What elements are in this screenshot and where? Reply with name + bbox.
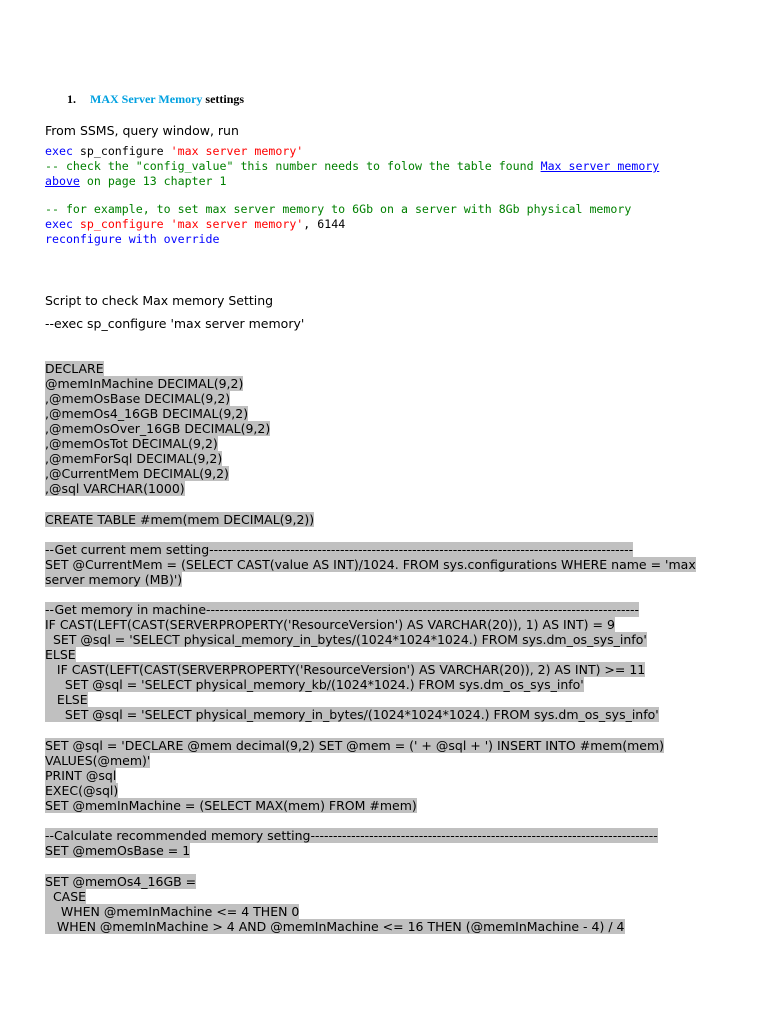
- section-heading: [67, 92, 244, 107]
- script-line: ,@CurrentMem DECIMAL(9,2): [45, 466, 229, 481]
- script-line: CREATE TABLE #mem(mem DECIMAL(9,2)): [45, 512, 315, 527]
- code-comment: on page 13 chapter 1: [79, 174, 227, 188]
- script-line: SET @CurrentMem = (SELECT CAST(value AS INT)/1024. FROM sys.configurations WHERE name = 'max: [45, 557, 696, 572]
- script-comment: --exec sp_configure 'max server memory': [45, 316, 305, 331]
- code-line-5: [45, 217, 345, 232]
- script-line: ,@memOsBase DECIMAL(9,2): [45, 391, 231, 406]
- script-line: ,@memOsOver_16GB DECIMAL(9,2): [45, 421, 271, 436]
- script-line: IF CAST(LEFT(CAST(SERVERPROPERTY('ResourceVersion') AS VARCHAR(20)), 1) AS INT) = 9: [45, 617, 615, 632]
- script-line: PRINT @sql: [45, 768, 117, 783]
- intro-text: From SSMS, query window, run: [45, 123, 239, 138]
- script-line: CASE: [45, 889, 87, 904]
- case-block: [45, 874, 722, 934]
- script-line: SET @sql = 'DECLARE @mem decimal(9,2) SET @mem = (' + @sql + ') INSERT INTO #mem(mem): [45, 738, 665, 753]
- script-line: ,@memForSql DECIMAL(9,2): [45, 451, 223, 466]
- keyword-exec: exec: [45, 217, 73, 231]
- script-line: ,@memOsTot DECIMAL(9,2): [45, 436, 218, 451]
- string-literal: 'max server memory': [170, 217, 304, 231]
- script-line: ELSE: [45, 647, 76, 662]
- script-line: SET @sql = 'SELECT physical_memory_kb/(1024*1024.) FROM sys.dm_os_sys_info': [45, 677, 584, 692]
- script-line: SET @memOsBase = 1: [45, 843, 191, 858]
- proc-name: sp_configure: [72, 217, 171, 231]
- script-line: SET @memInMachine = (SELECT MAX(mem) FROM #mem): [45, 798, 417, 813]
- keyword-exec: exec: [45, 144, 73, 158]
- script-line: IF CAST(LEFT(CAST(SERVERPROPERTY('ResourceVersion') AS VARCHAR(20)), 2) AS INT) >= 11: [45, 662, 646, 677]
- script-line: EXEC(@sql): [45, 783, 119, 798]
- script-line: SET @sql = 'SELECT physical_memory_in_bytes/(1024*1024*1024.) FROM sys.dm_os_sys_info': [45, 632, 647, 647]
- script-line: ,@sql VARCHAR(1000): [45, 481, 185, 496]
- number-literal: 6144: [317, 217, 346, 231]
- script-line: WHEN @memInMachine <= 4 THEN 0: [45, 904, 300, 919]
- calc-block: [45, 828, 722, 858]
- separator: ,: [303, 217, 318, 231]
- create-table-line: [45, 512, 722, 527]
- heading-highlight: MAX Server Memory: [90, 92, 203, 106]
- heading-number: 1.: [67, 92, 76, 106]
- exec-block: [45, 738, 722, 813]
- proc-name: sp_configure: [72, 144, 171, 158]
- script-line: @memInMachine DECIMAL(9,2): [45, 376, 244, 391]
- script-line: VALUES(@mem)': [45, 753, 151, 768]
- script-line: ,@memOs4_16GB DECIMAL(9,2): [45, 406, 249, 421]
- string-literal: 'max server memory': [170, 144, 304, 158]
- script-line: server memory (MB)'): [45, 572, 183, 587]
- max-memory-link[interactable]: Max server memory: [540, 159, 660, 173]
- code-comment: -- check the "config_value" this number needs to folow the table found: [45, 159, 541, 173]
- script-line: SET @sql = 'SELECT physical_memory_in_bytes/(1024*1024*1024.) FROM sys.dm_os_sys_info': [45, 707, 659, 722]
- script-line: --Get current mem setting----------------------------------------------------------------------------------------------: [45, 542, 634, 557]
- code-line-4: [45, 202, 631, 217]
- script-line: SET @memOs4_16GB =: [45, 874, 197, 889]
- script-title: Script to check Max memory Setting: [45, 293, 274, 308]
- script-line: WHEN @memInMachine > 4 AND @memInMachine <= 16 THEN (@memInMachine - 4) / 4: [45, 919, 625, 934]
- code-comment: -- for example, to set max server memory to 6Gb on a server with 8Gb physical memory: [45, 202, 632, 216]
- machine-mem-block: [45, 602, 722, 722]
- declare-block: [45, 361, 722, 496]
- script-line: ELSE: [45, 692, 88, 707]
- max-memory-link-cont[interactable]: above: [45, 174, 80, 188]
- code-line-2: [45, 159, 659, 174]
- code-line-6: reconfigure with override: [45, 232, 220, 246]
- script-line: --Get memory in machine------------------------------------------------------------------------------------------------: [45, 602, 640, 617]
- script-line: DECLARE: [45, 361, 104, 376]
- script-line: --Calculate recommended memory setting-----------------------------------------------------------------------------: [45, 828, 658, 843]
- code-line-3: [45, 174, 227, 189]
- code-line-1: [45, 144, 303, 159]
- heading-rest: settings: [202, 92, 245, 106]
- current-mem-block: [45, 542, 722, 587]
